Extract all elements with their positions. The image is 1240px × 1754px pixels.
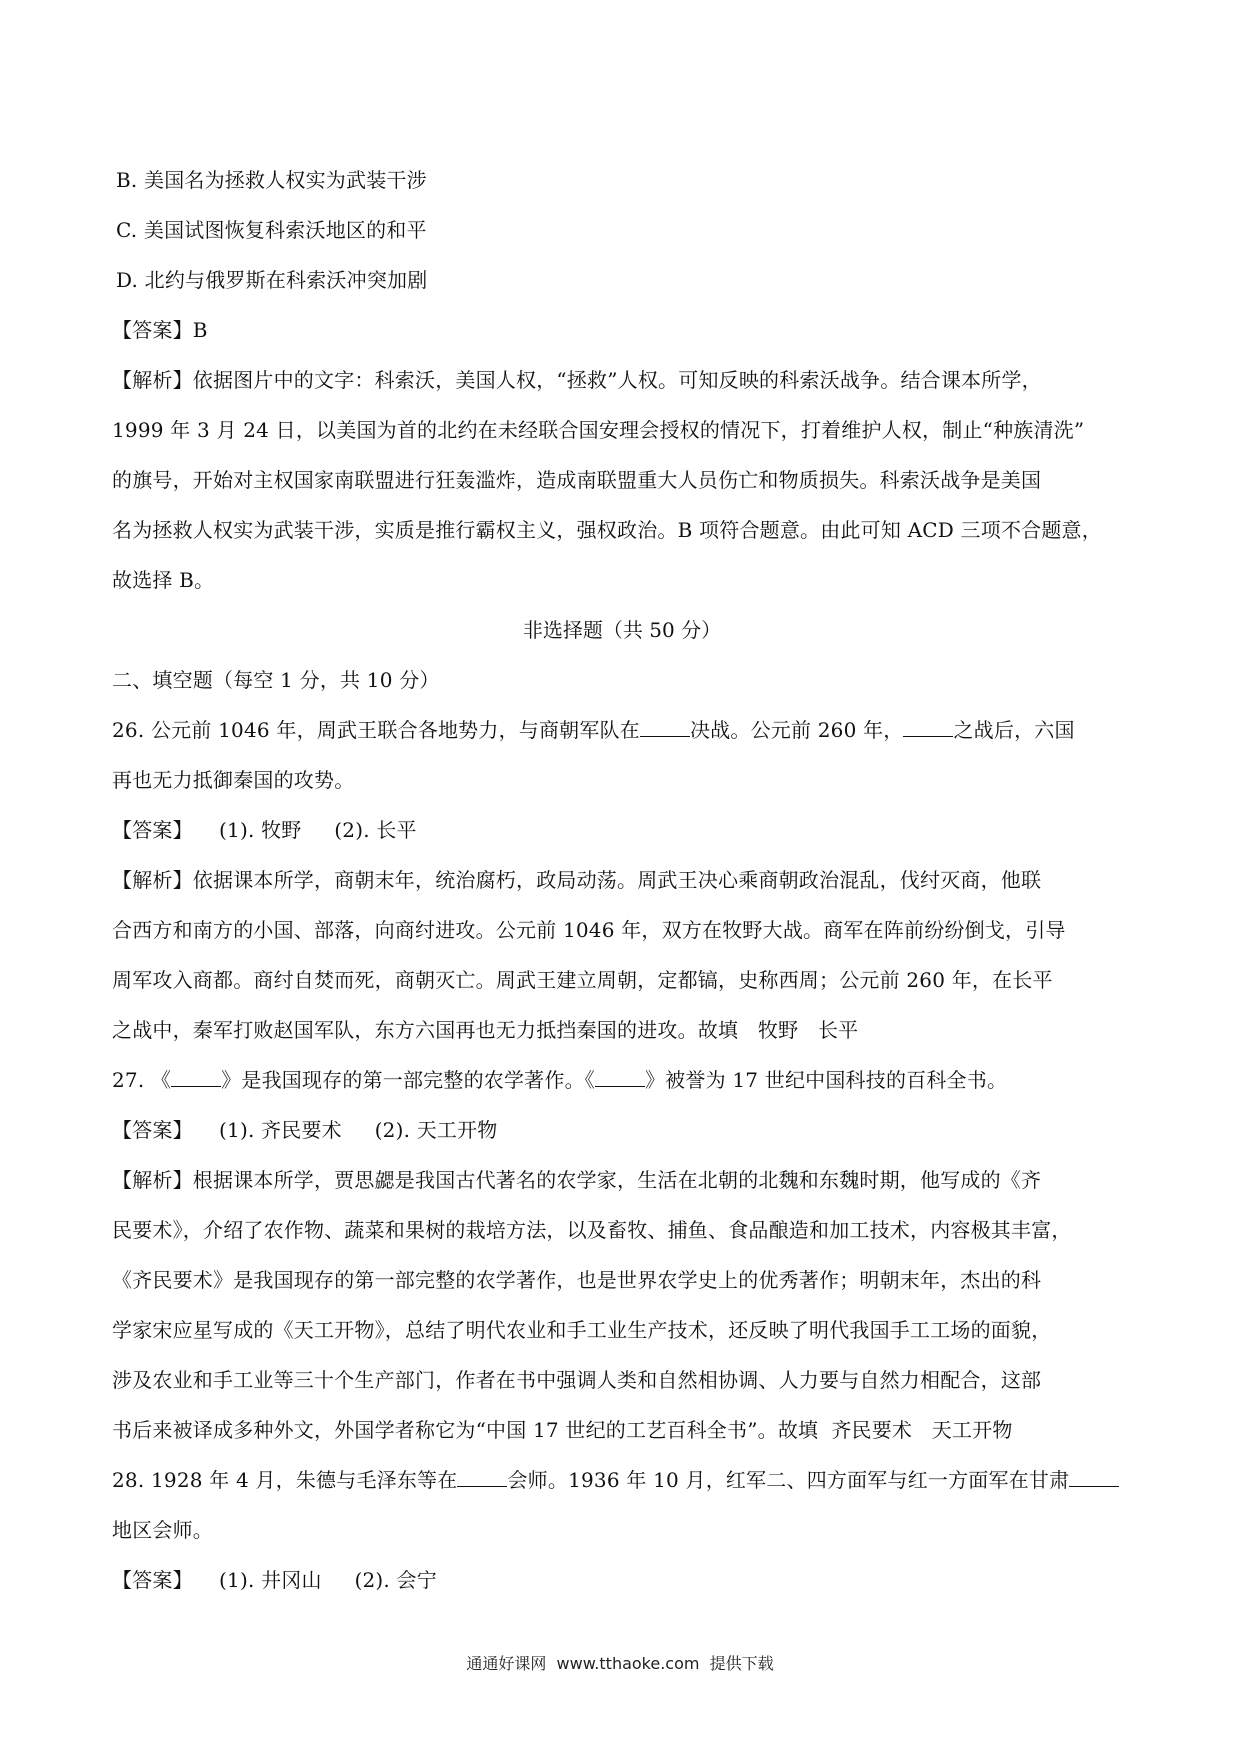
blank-line — [595, 1066, 645, 1087]
blank-line — [171, 1066, 221, 1087]
q27-analysis-line: 民要术》，介绍了农作物、蔬菜和果树的栽培方法，以及畜牧、捕鱼、食品酿造和加工技术，内容极其丰富， — [112, 1218, 1072, 1242]
q25-analysis-line: 名为拯救人权实为武装干涉，实质是推行霸权主义，强权政治。B 项符合题意。由此可知 ACD 三项不合题意， — [112, 518, 1102, 542]
q26-analysis-line: 【解析】依据课本所学，商朝末年，统治腐朽，政局动荡。周武王决心乘商朝政治混乱，伐纣灭商，他联 — [112, 868, 1042, 892]
section-title: 非选择题（共 50 分） — [522, 618, 722, 642]
page-footer: 通通好课网 www.tthaoke.com 提供下载 — [466, 1654, 774, 1673]
q27-answer: 【答案】 (1). 齐民要术 (2). 天工开物 — [112, 1118, 498, 1142]
q28-question-line-2: 地区会师。 — [112, 1518, 213, 1542]
q26-text-a: 26. 公元前 1046 年，周武王联合各地势力，与商朝军队在 — [112, 718, 640, 742]
q25-analysis-line: 【解析】依据图片中的文字：科索沃，美国人权，“拯救”人权。可知反映的科索沃战争。结合课本所学， — [112, 368, 1042, 392]
q27-question-line-1 — [112, 1055, 1132, 1105]
q28-answer: 【答案】 (1). 井冈山 (2). 会宁 — [112, 1568, 437, 1592]
q27-analysis-line: 【解析】根据课本所学，贾思勰是我国古代著名的农学家，生活在北朝的北魏和东魏时期，他写成的《齐 — [112, 1168, 1042, 1192]
q26-analysis-line: 周军攻入商都。商纣自焚而死，商朝灭亡。周武王建立周朝，定都镐，史称西周；公元前 260 年，在长平 — [112, 968, 1053, 992]
q25-analysis-line: 故选择 B。 — [112, 568, 215, 592]
q25-analysis-line: 1999 年 3 月 24 日，以美国为首的北约在未经联合国安理会授权的情况下，打着维护人权，制止“种族清洗” — [112, 418, 1085, 442]
option-d: D. 北约与俄罗斯在科索沃冲突加剧 — [116, 268, 428, 292]
q27-analysis-line: 涉及农业和手工业等三十个生产部门，作者在书中强调人类和自然相协调、人力要与自然力相配合，这部 — [112, 1368, 1042, 1392]
q26-text-b: 决战。公元前 260 年， — [689, 718, 904, 742]
q28-question-line-1 — [112, 1455, 1132, 1505]
blank-line — [903, 716, 953, 737]
q28-text-a: 28. 1928 年 4 月，朱德与毛泽东等在 — [112, 1468, 458, 1492]
q27-analysis-line: 书后来被译成多种外文，外国学者称它为“中国 17 世纪的工艺百科全书”。故填 齐民要术 天工开物 — [112, 1418, 1013, 1442]
q26-question-line-2: 再也无力抵御秦国的攻势。 — [112, 768, 355, 792]
q25-analysis-line: 的旗号，开始对主权国家南联盟进行狂轰滥炸，造成南联盟重大人员伤亡和物质损失。科索沃战争是美国 — [112, 468, 1042, 492]
q26-question-line-1 — [112, 705, 1132, 755]
q27-text-a: 27. 《 — [112, 1068, 172, 1092]
q26-answer: 【答案】 (1). 牧野 (2). 长平 — [112, 818, 417, 842]
q26-analysis-line: 之战中，秦军打败赵国军队，东方六国再也无力抵挡秦国的进攻。故填 牧野 长平 — [112, 1018, 859, 1042]
q25-answer: 【答案】B — [112, 318, 208, 342]
q27-analysis — [112, 1155, 1132, 1455]
q27-analysis-line: 《齐民要术》是我国现存的第一部完整的农学著作，也是世界农学史上的优秀著作；明朝末年，杰出的科 — [112, 1268, 1042, 1292]
option-b: B. 美国名为拯救人权实为武装干涉 — [116, 168, 427, 192]
section-subtitle: 二、填空题（每空 1 分，共 10 分） — [112, 668, 440, 692]
q28-text-b: 会师。1936 年 10 月，红军二、四方面军与红一方面军在甘肃 — [507, 1468, 1070, 1492]
blank-line — [457, 1466, 507, 1487]
q26-analysis — [112, 855, 1132, 1055]
q27-analysis-line: 学家宋应星写成的《天工开物》，总结了明代农业和手工业生产技术，还反映了明代我国手工工场的面貌， — [112, 1318, 1052, 1342]
q25-analysis — [112, 355, 1132, 605]
blank-line — [1069, 1466, 1119, 1487]
q26-text-c: 之战后，六国 — [953, 718, 1075, 742]
q26-analysis-line: 合西方和南方的小国、部落，向商纣进攻。公元前 1046 年，双方在牧野大战。商军在阵前纷纷倒戈，引导 — [112, 918, 1066, 942]
q27-text-c: 》被誉为 17 世纪中国科技的百科全书。 — [644, 1068, 1008, 1092]
page-content — [112, 155, 1132, 1605]
q27-text-b: 》是我国现存的第一部完整的农学著作。《 — [221, 1068, 595, 1092]
option-c: C. 美国试图恢复科索沃地区的和平 — [116, 218, 427, 242]
blank-line — [640, 716, 690, 737]
